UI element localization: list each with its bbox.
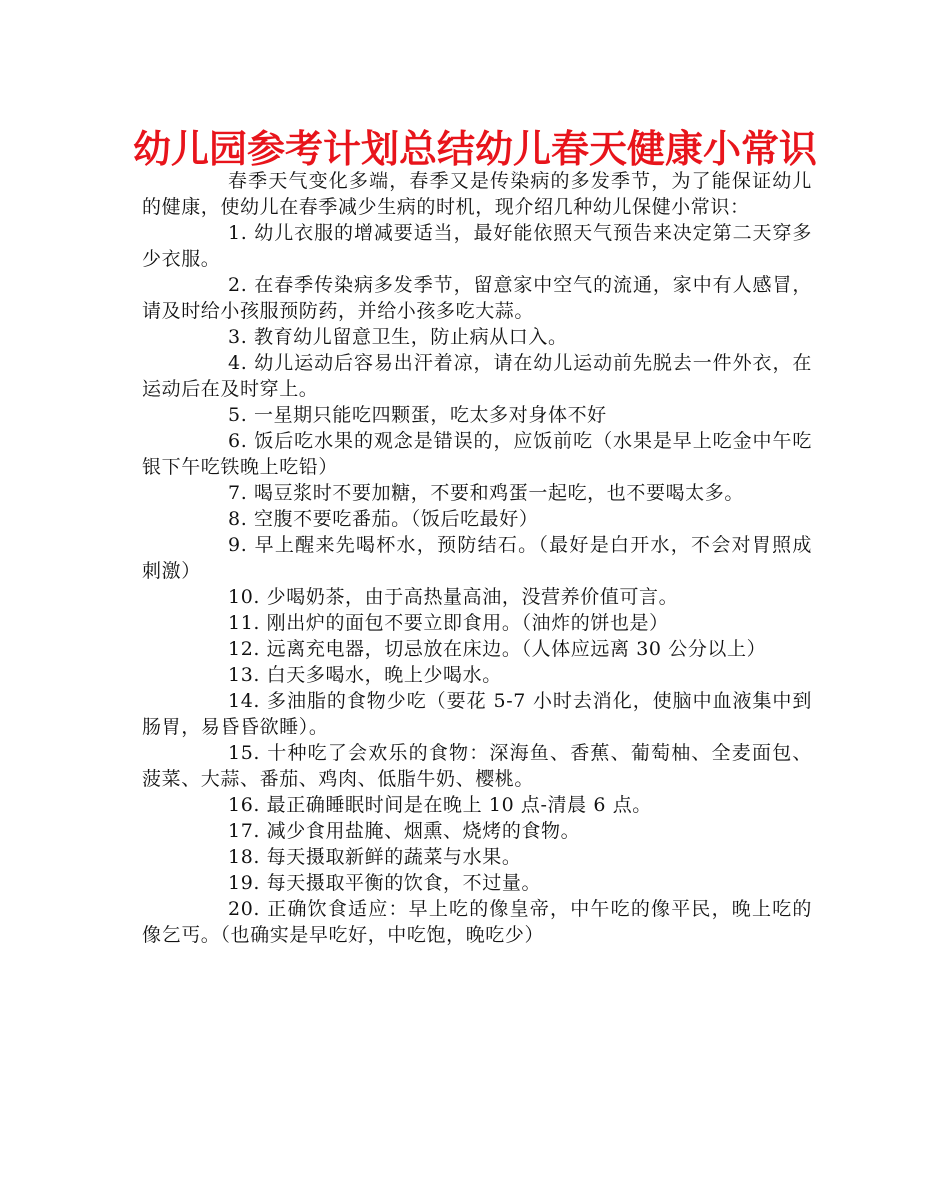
list-item-16: 16. 最正确睡眠时间是在晚上 10 点-清晨 6 点。 <box>228 794 652 816</box>
list-item-10: 10. 少喝奶茶，由于高热量高油，没营养价值可言。 <box>228 586 679 608</box>
list-item-18: 18. 每天摄取新鲜的蔬菜与水果。 <box>228 846 522 868</box>
list-item-7: 7. 喝豆浆时不要加糖，不要和鸡蛋一起吃，也不要喝太多。 <box>228 482 744 504</box>
list-item-4: 4. 幼儿运动后容易出汗着凉，请在幼儿运动前先脱去一件外衣，在运动后在及时穿上。 <box>142 352 812 400</box>
list-item-1: 1. 幼儿衣服的增减要适当，最好能依照天气预告来决定第二天穿多少衣服。 <box>142 222 812 270</box>
document-body <box>142 168 812 948</box>
list-item-9: 9. 早上醒来先喝杯水，预防结石。（最好是白开水，不会对胃照成刺激） <box>142 534 812 582</box>
list-item-15: 15. 十种吃了会欢乐的食物：深海鱼、香蕉、葡萄柚、全麦面包、菠菜、大蒜、番茄、鸡肉、低脂牛奶、樱桃。 <box>142 742 812 790</box>
list-item-19: 19. 每天摄取平衡的饮食，不过量。 <box>228 872 542 894</box>
list-item-3: 3. 教育幼儿留意卫生，防止病从口入。 <box>228 326 568 348</box>
list-item-8: 8. 空腹不要吃番茄。（饭后吃最好） <box>228 508 539 530</box>
list-item-17: 17. 减少食用盐腌、烟熏、烧烤的食物。 <box>228 820 581 842</box>
list-item-20: 20. 正确饮食适应：早上吃的像皇帝，中午吃的像平民，晚上吃的像乞丐。（也确实是早吃好，中吃饱，晚吃少） <box>142 898 812 946</box>
list-item-13: 13. 白天多喝水，晚上少喝水。 <box>228 664 502 686</box>
intro-paragraph: 春季天气变化多端，春季又是传染病的多发季节，为了能保证幼儿的健康，使幼儿在春季减少生病的时机，现介绍几种幼儿保健小常识： <box>142 170 812 218</box>
list-item-14: 14. 多油脂的食物少吃（要花 5-7 小时去消化，使脑中血液集中到肠胃，易昏昏欲睡）。 <box>142 690 812 738</box>
list-item-6: 6. 饭后吃水果的观念是错误的，应饭前吃（水果是早上吃金中午吃银下午吃铁晚上吃铅） <box>142 430 812 478</box>
list-item-2: 2. 在春季传染病多发季节，留意家中空气的流通，家中有人感冒，请及时给小孩服预防药，并给小孩多吃大蒜。 <box>142 274 812 322</box>
list-item-12: 12. 远离充电器，切忌放在床边。（人体应远离 30 公分以上） <box>228 638 767 660</box>
list-item-5: 5. 一星期只能吃四颗蛋，吃太多对身体不好 <box>228 404 607 426</box>
document-title: 幼儿园参考计划总结幼儿春天健康小常识 <box>132 127 817 171</box>
list-item-11: 11. 刚出炉的面包不要立即食用。（油炸的饼也是） <box>228 612 669 634</box>
